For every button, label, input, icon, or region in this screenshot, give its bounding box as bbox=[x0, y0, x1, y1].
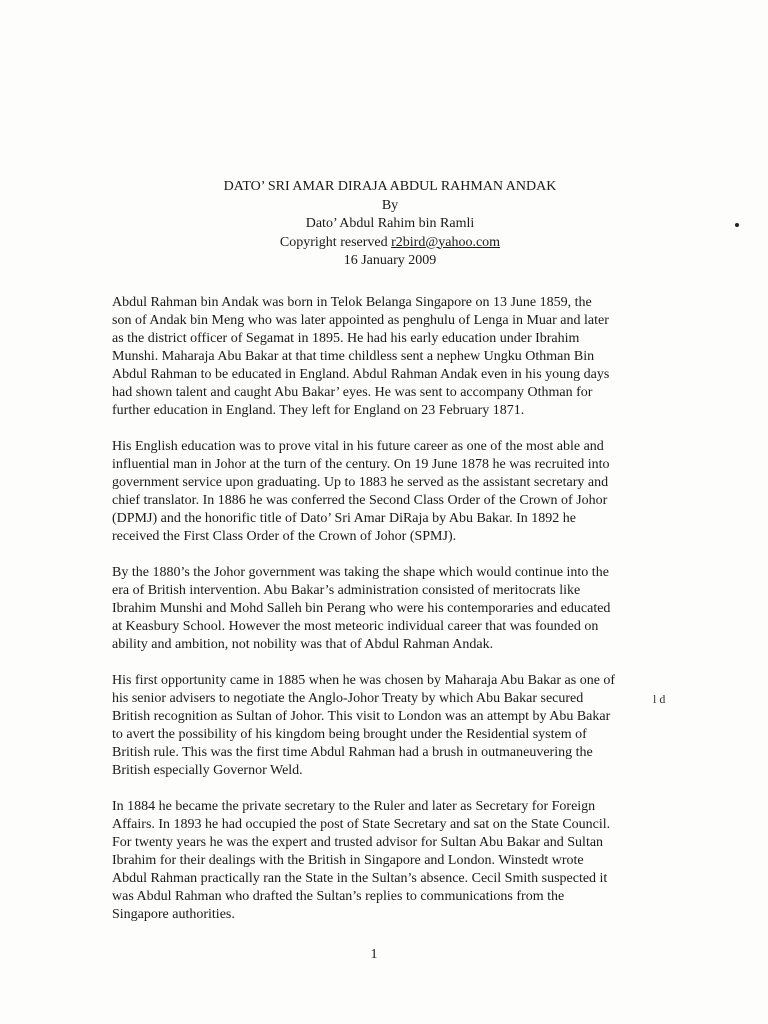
text-line: British especially Governor Weld. bbox=[112, 763, 303, 778]
copyright-line bbox=[0, 234, 768, 253]
text-line: Abdul Rahman to be educated in England. Abdul Rahman Andak even in his young days bbox=[112, 367, 610, 382]
text-line: Ibrahim Munshi and Mohd Salleh bin Perang who were his contemporaries and educated bbox=[112, 601, 611, 616]
text-line: Munshi. Maharaja Abu Bakar at that time childless sent a nephew Ungku Othman Bin bbox=[112, 349, 595, 364]
scan-speck bbox=[735, 223, 739, 227]
text-line: chief translator. In 1886 he was conferred the Second Class Order of the Crown of Johor bbox=[112, 493, 608, 508]
text-line: received the First Class Order of the Crown of Johor (SPMJ). bbox=[112, 529, 457, 544]
paragraph-2 bbox=[112, 438, 660, 546]
text-line: further education in England. They left for England on 23 February 1871. bbox=[112, 403, 525, 418]
text-line: Abdul Rahman practically ran the State in the Sultan’s absence. Cecil Smith suspected it bbox=[112, 871, 608, 886]
text-line: Ibrahim for their dealings with the British in Singapore and London. Winstedt wrote bbox=[112, 853, 584, 868]
text-line: Affairs. In 1893 he had occupied the post of State Secretary and sat on the State Council. bbox=[112, 817, 611, 832]
text-line: government service upon graduating. Up to 1883 he served as the assistant secretary and bbox=[112, 475, 609, 490]
text-line: British rule. This was the first time Abdul Rahman had a brush in outmaneuvering the bbox=[112, 745, 593, 760]
text-line: to avert the possibility of his kingdom being brought under the Residential system of bbox=[112, 727, 587, 742]
text-line: era of British intervention. Abu Bakar’s administration consisted of meritocrats like bbox=[112, 583, 581, 598]
text-line: influential man in Johor at the turn of the century. On 19 June 1878 he was recruited into bbox=[112, 457, 610, 472]
text-line: (DPMJ) and the honorific title of Dato’ Sri Amar DiRaja by Abu Bakar. In 1892 he bbox=[112, 511, 576, 526]
page-number: 1 bbox=[370, 947, 378, 962]
text-line: had shown talent and caught Abu Bakar’ eyes. He was sent to accompany Othman for bbox=[112, 385, 593, 400]
text-line: In 1884 he became the private secretary to the Ruler and later as Secretary for Foreign bbox=[112, 799, 596, 814]
text-line: His first opportunity came in 1885 when he was chosen by Maharaja Abu Bakar as one of bbox=[112, 673, 616, 688]
text-line: ability and ambition, not nobility was that of Abdul Rahman Andak. bbox=[112, 637, 494, 652]
text-line: His English education was to prove vital in his future career as one of the most able and bbox=[112, 439, 604, 454]
text-line: at Keasbury School. However the most meteoric individual career that was founded on bbox=[112, 619, 599, 634]
document-header bbox=[0, 178, 768, 271]
text-line: Singapore authorities. bbox=[112, 907, 235, 922]
paragraph-1 bbox=[112, 294, 660, 420]
text-line: For twenty years he was the expert and trusted advisor for Sultan Abu Bakar and Sultan bbox=[112, 835, 604, 850]
by-line: By bbox=[381, 197, 399, 213]
document-body bbox=[112, 294, 660, 942]
text-line: son of Andak bin Meng who was later appointed as penghulu of Lenga in Muar and later bbox=[112, 313, 609, 328]
handwritten-margin-note: ld bbox=[653, 692, 669, 706]
text-line: Abdul Rahman bin Andak was born in Telok Belanga Singapore on 13 June 1859, the bbox=[112, 295, 592, 310]
text-line: British recognition as Sultan of Johor. This visit to London was an attempt by Abu Bakar bbox=[112, 709, 611, 724]
author-email: r2bird@yahoo.com bbox=[391, 234, 501, 250]
document-date: 16 January 2009 bbox=[343, 253, 437, 268]
document-title: DATO’ SRI AMAR DIRAJA ABDUL RAHMAN ANDAK bbox=[223, 179, 557, 194]
text-line: was Abdul Rahman who drafted the Sultan’s replies to communications from the bbox=[112, 889, 565, 904]
text-line: his senior advisers to negotiate the Anglo-Johor Treaty by which Abu Bakar secured bbox=[112, 691, 584, 706]
paragraph-4 bbox=[112, 672, 660, 780]
copyright-prefix: Copyright reserved bbox=[279, 234, 392, 250]
paragraph-5 bbox=[112, 798, 660, 924]
paragraph-3 bbox=[112, 564, 660, 654]
text-line: as the district officer of Segamat in 1895. He had his early education under Ibrahim bbox=[112, 331, 580, 346]
text-line: By the 1880’s the Johor government was taking the shape which would continue into the bbox=[112, 565, 609, 580]
author-name: Dato’ Abdul Rahim bin Ramli bbox=[305, 216, 475, 231]
